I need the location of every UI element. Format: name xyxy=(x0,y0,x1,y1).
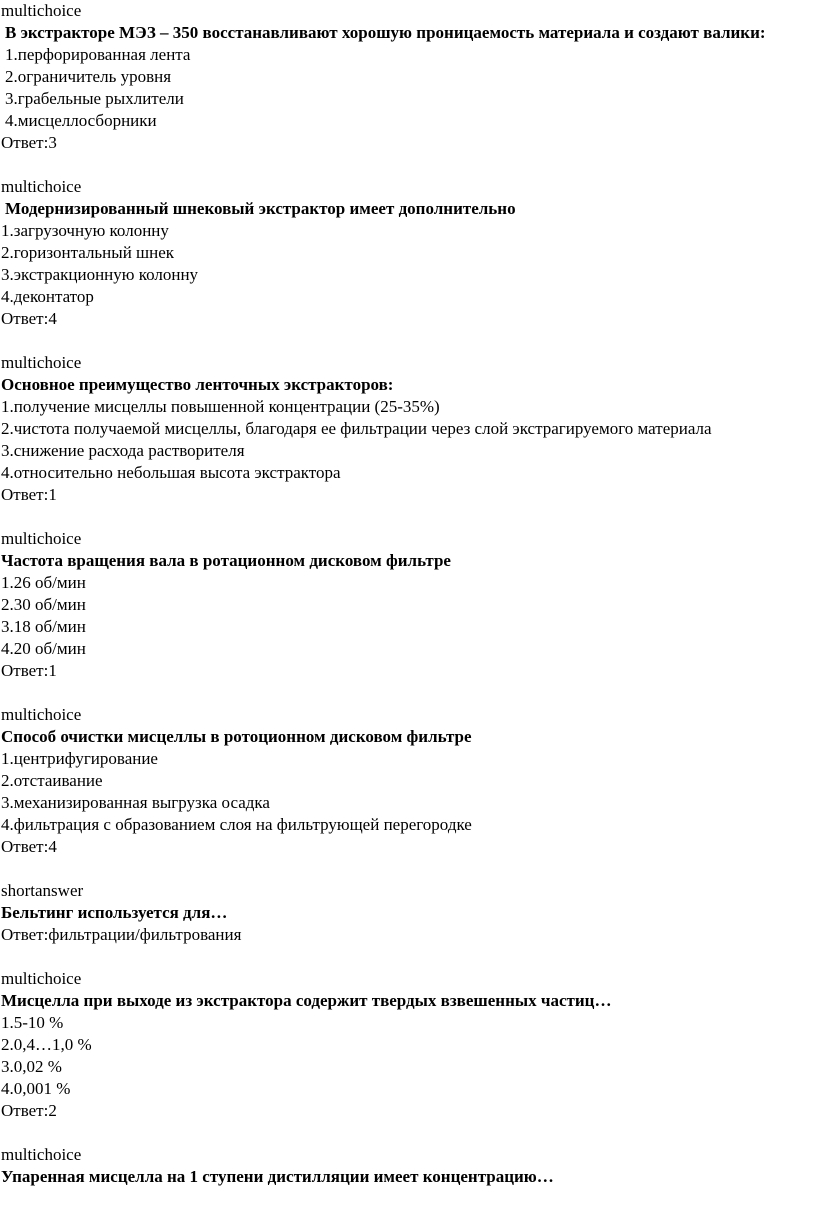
question-block xyxy=(1,0,816,154)
question-block xyxy=(1,528,816,682)
option: 2.горизонтальный шнек xyxy=(1,243,175,262)
answer: Ответ:4 xyxy=(1,837,57,856)
option: 1.5-10 % xyxy=(1,1013,64,1032)
question-block xyxy=(1,1144,816,1188)
option: 2.ограничитель уровня xyxy=(5,67,172,86)
option: 3.снижение расхода растворителя xyxy=(1,441,245,460)
question-block xyxy=(1,176,816,330)
question-text: Основное преимущество ленточных экстракторов: xyxy=(1,375,394,394)
question-type: multichoice xyxy=(1,705,82,724)
answer: Ответ:1 xyxy=(1,485,57,504)
option: 1.загрузочную колонну xyxy=(1,221,169,240)
option: 4.фильтрация с образованием слоя на фильтрующей перегородке xyxy=(1,815,472,834)
option: 2.чистота получаемой мисцеллы, благодаря ее фильтрации через слой экстрагируемого материала xyxy=(1,419,712,438)
question-type: multichoice xyxy=(1,177,82,196)
option: 3.экстракционную колонну xyxy=(1,265,199,284)
option: 3.0,02 % xyxy=(1,1057,62,1076)
option: 1.перфорированная лента xyxy=(5,45,191,64)
option: 3.грабельные рыхлители xyxy=(5,89,184,108)
question-block xyxy=(1,352,816,506)
option: 3.18 об/мин xyxy=(1,617,86,636)
question-type: shortanswer xyxy=(1,881,84,900)
answer: Ответ:1 xyxy=(1,661,57,680)
question-text: Модернизированный шнековый экстрактор имеет дополнительно xyxy=(5,199,516,218)
question-text: Мисцелла при выходе из экстрактора содержит твердых взвешенных частиц… xyxy=(1,991,612,1010)
answer: Ответ:фильтрации/фильтрования xyxy=(1,925,242,944)
question-type: multichoice xyxy=(1,353,82,372)
answer: Ответ:3 xyxy=(1,133,57,152)
option: 4.0,001 % xyxy=(1,1079,71,1098)
question-type: multichoice xyxy=(1,529,82,548)
question-block xyxy=(1,880,816,946)
answer: Ответ:2 xyxy=(1,1101,57,1120)
option: 2.отстаивание xyxy=(1,771,103,790)
question-block xyxy=(1,704,816,858)
option: 4.относительно небольшая высота экстрактора xyxy=(1,463,341,482)
question-type: multichoice xyxy=(1,1,82,20)
question-text: Упаренная мисцелла на 1 ступени дистилляции имеет концентрацию… xyxy=(1,1167,554,1186)
option: 1.получение мисцеллы повышенной концентрации (25-35%) xyxy=(1,397,440,416)
question-text: Частота вращения вала в ротационном дисковом фильтре xyxy=(1,551,451,570)
question-text: Бельтинг используется для… xyxy=(1,903,228,922)
option: 2.0,4…1,0 % xyxy=(1,1035,92,1054)
option: 3.механизированная выгрузка осадка xyxy=(1,793,270,812)
option: 4.мисцеллосборники xyxy=(5,111,157,130)
question-text: В экстракторе МЭЗ – 350 восстанавливают хорошую проницаемость материала и создают валики: xyxy=(5,23,766,42)
option: 1.26 об/мин xyxy=(1,573,86,592)
answer: Ответ:4 xyxy=(1,309,57,328)
question-text: Способ очистки мисцеллы в ротоционном дисковом фильтре xyxy=(1,727,472,746)
option: 1.центрифугирование xyxy=(1,749,158,768)
question-type: multichoice xyxy=(1,1145,82,1164)
question-block xyxy=(1,968,816,1122)
option: 2.30 об/мин xyxy=(1,595,86,614)
option: 4.деконтатор xyxy=(1,287,94,306)
option: 4.20 об/мин xyxy=(1,639,86,658)
question-type: multichoice xyxy=(1,969,82,988)
